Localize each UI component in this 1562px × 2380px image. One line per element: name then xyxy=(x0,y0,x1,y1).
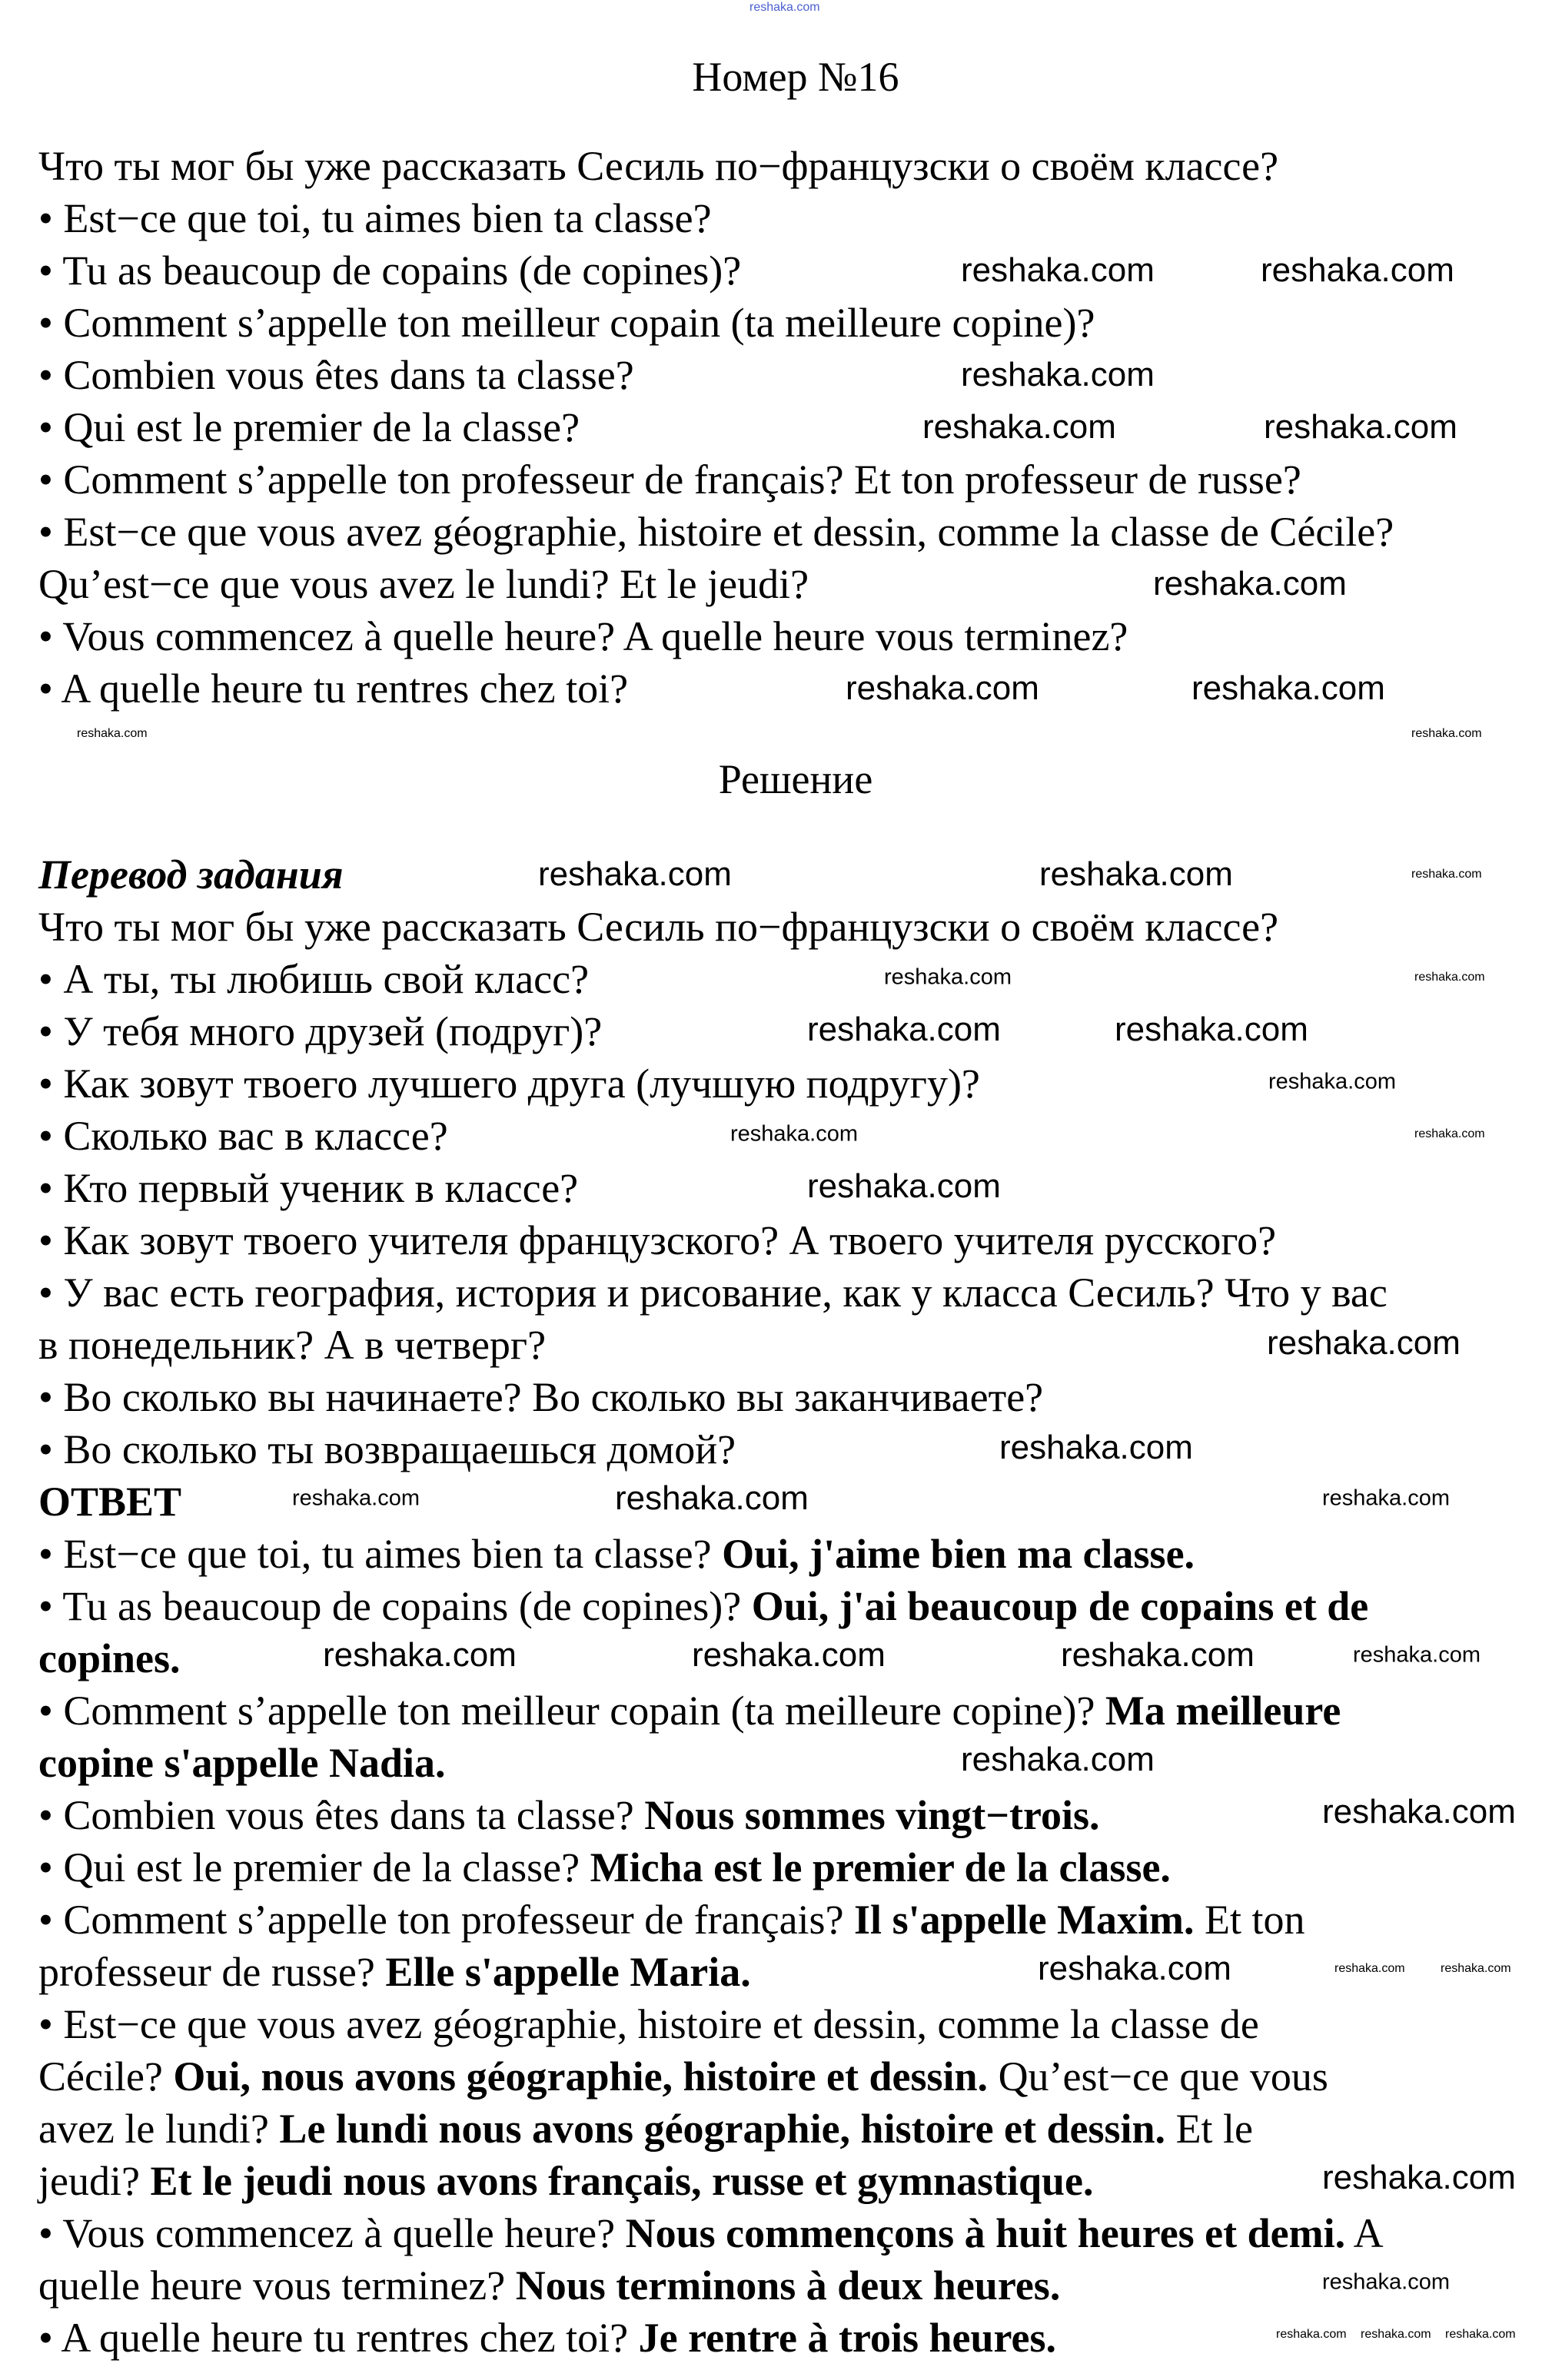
task-line xyxy=(38,297,1553,349)
watermark: reshaka.com xyxy=(1411,868,1482,881)
text-segment: Qu’est−ce que vous xyxy=(988,2053,1328,2100)
text-segment: • А ты, ты любишь свой класс? xyxy=(38,956,590,1002)
answer-text: Oui, j'ai beaucoup de copains et de xyxy=(751,1583,1369,1629)
text-segment: Et ton xyxy=(1194,1897,1305,1943)
translation-line xyxy=(38,901,1553,953)
watermark: reshaka.com xyxy=(1264,408,1457,446)
watermark: reshaka.com xyxy=(961,356,1155,393)
task-line xyxy=(38,140,1553,192)
watermark: reshaka.com xyxy=(1061,1636,1255,1674)
text-segment: • Est−ce que toi, tu aimes bien ta classe? xyxy=(38,195,712,241)
text-segment: • Tu as beaucoup de copains (de copines)? xyxy=(38,1583,752,1629)
text-segment: • A quelle heure tu rentres chez toi? xyxy=(38,2315,639,2361)
watermark: reshaka.com xyxy=(1276,2328,1347,2341)
solution-heading: Решение xyxy=(718,756,873,802)
task-line xyxy=(38,506,1553,558)
watermark: reshaka.com xyxy=(292,1485,420,1511)
text-segment: professeur de russe? xyxy=(38,1949,386,1995)
watermark: reshaka.com xyxy=(961,251,1155,289)
watermark: reshaka.com xyxy=(807,1167,1001,1205)
watermark: reshaka.com xyxy=(1261,251,1454,289)
watermark: reshaka.com xyxy=(1115,1011,1308,1048)
watermark: reshaka.com xyxy=(1322,2159,1516,2196)
watermark-header: reshaka.com xyxy=(749,1,820,14)
text-segment: • Est−ce que toi, tu aimes bien ta classe? xyxy=(38,1531,723,1577)
watermark: reshaka.com xyxy=(1411,727,1482,740)
text-segment: • Comment s’appelle ton professeur de français? Et ton professeur de russe? xyxy=(38,456,1301,503)
watermark: reshaka.com xyxy=(323,1636,517,1674)
translation-line xyxy=(38,1266,1553,1319)
translation-section xyxy=(38,901,1553,1475)
answer-text: Nous sommes vingt−trois. xyxy=(644,1792,1100,1838)
answer-text: copines. xyxy=(38,1635,181,1681)
translation-line xyxy=(38,1371,1553,1423)
text-segment: jeudi? xyxy=(38,2158,151,2204)
answer-line xyxy=(38,1737,1553,1789)
translation-line xyxy=(38,1005,1553,1057)
watermark: reshaka.com xyxy=(615,1479,809,1517)
watermark: reshaka.com xyxy=(1414,971,1485,984)
answer-text: Oui, nous avons géographie, histoire et dessin. xyxy=(173,2053,989,2100)
text-segment: • Во сколько вы начинаете? Во сколько вы заканчиваете? xyxy=(38,1374,1044,1420)
text-segment: quelle heure vous terminez? xyxy=(38,2262,516,2309)
answer-line xyxy=(38,1528,1553,1580)
text-segment: • A quelle heure tu rentres chez toi? xyxy=(38,666,629,712)
watermark: reshaka.com xyxy=(1267,1324,1461,1362)
watermark: reshaka.com xyxy=(538,855,732,893)
text-segment: Cécile? xyxy=(38,2053,174,2100)
translation-line xyxy=(38,1423,1553,1475)
text-segment: • Qui est le premier de la classe? xyxy=(38,1844,590,1890)
text-segment: • Comment s’appelle ton professeur de français? xyxy=(38,1897,855,1943)
text-segment: Qu’est−ce que vous avez le lundi? Et le jeudi? xyxy=(38,561,809,607)
answer-line xyxy=(38,1685,1553,1737)
translation-line xyxy=(38,1162,1553,1214)
text-segment: • Сколько вас в классе? xyxy=(38,1113,448,1159)
task-line xyxy=(38,453,1553,506)
text-segment: • Est−ce que vous avez géographie, histoire et dessin, comme la classe de Cécile? xyxy=(38,509,1394,555)
watermark: reshaka.com xyxy=(1322,1793,1516,1831)
watermark: reshaka.com xyxy=(730,1121,859,1147)
text-segment: Что ты мог бы уже рассказать Сесиль по−французски о своём классе? xyxy=(38,143,1279,189)
answer-text: Elle s'appelle Maria. xyxy=(385,1949,751,1995)
watermark: reshaka.com xyxy=(1322,1485,1451,1511)
text-segment: • Tu as beaucoup de copains (de copines)? xyxy=(38,247,742,294)
watermark: reshaka.com xyxy=(1445,2328,1516,2341)
text-segment: • Как зовут твоего лучшего друга (лучшую подругу)? xyxy=(38,1061,980,1107)
text-segment: • Во сколько ты возвращаешься домой? xyxy=(38,1426,736,1472)
translation-heading: Перевод задания xyxy=(38,851,344,898)
text-segment: • Vous commencez à quelle heure? A quelle heure vous terminez? xyxy=(38,613,1128,659)
watermark: reshaka.com xyxy=(846,669,1039,707)
watermark: reshaka.com xyxy=(807,1011,1001,1048)
answer-text: Nous terminons à deux heures. xyxy=(515,2262,1061,2309)
translation-line xyxy=(38,1214,1553,1266)
answer-line xyxy=(38,1580,1553,1632)
answer-text: Et le jeudi nous avons français, russe et gymnastique. xyxy=(150,2158,1094,2204)
answer-line xyxy=(38,1894,1553,1946)
text-segment: • Comment s’appelle ton meilleur copain (ta meilleure copine)? xyxy=(38,1688,1105,1734)
answer-line xyxy=(38,1841,1553,1894)
text-segment: • Кто первый ученик в классе? xyxy=(38,1165,579,1211)
watermark: reshaka.com xyxy=(1191,669,1385,707)
answer-text: Ma meilleure xyxy=(1105,1688,1341,1734)
answer-heading: ОТВЕТ xyxy=(38,1479,182,1525)
watermark: reshaka.com xyxy=(1039,855,1233,893)
watermark: reshaka.com xyxy=(884,964,1012,990)
answer-line xyxy=(38,1946,1553,1998)
text-segment: avez le lundi? xyxy=(38,2106,280,2152)
watermark: reshaka.com xyxy=(961,1741,1155,1778)
page-title: Номер №16 xyxy=(692,54,899,100)
task-line xyxy=(38,349,1553,401)
text-segment: • Как зовут твоего учителя французского? А твоего учителя русского? xyxy=(38,1217,1277,1263)
answer-text: Le lundi nous avons géographie, histoire et dessin. xyxy=(279,2106,1166,2152)
text-segment: A xyxy=(1345,2210,1384,2256)
watermark: reshaka.com xyxy=(692,1636,886,1674)
text-segment: • Comment s’appelle ton meilleur copain (ta meilleure copine)? xyxy=(38,300,1095,346)
watermark: reshaka.com xyxy=(1353,1642,1481,1668)
answer-line xyxy=(38,2050,1553,2103)
document-body xyxy=(38,140,1553,2364)
text-segment: • У тебя много друзей (подруг)? xyxy=(38,1008,603,1054)
text-segment: • Combien vous êtes dans ta classe? xyxy=(38,352,634,398)
watermark: reshaka.com xyxy=(1441,1962,1511,1975)
watermark: reshaka.com xyxy=(1153,565,1347,602)
watermark: reshaka.com xyxy=(922,408,1116,446)
text-segment: в понедельник? А в четверг? xyxy=(38,1322,547,1368)
text-segment: • Qui est le premier de la classe? xyxy=(38,404,580,450)
watermark: reshaka.com xyxy=(999,1429,1193,1466)
answer-text: Nous commençons à huit heures et demi. xyxy=(625,2210,1346,2256)
text-segment: • Vous commencez à quelle heure? xyxy=(38,2210,626,2256)
text-segment: • У вас есть география, история и рисование, как у класса Сесиль? Что у вас xyxy=(38,1270,1388,1316)
answer-text: Je rentre à trois heures. xyxy=(638,2315,1057,2361)
text-segment: Что ты мог бы уже рассказать Сесиль по−французски о своём классе? xyxy=(38,904,1279,950)
answer-text: Oui, j'aime bien ma classe. xyxy=(722,1531,1195,1577)
translation-line xyxy=(38,953,1553,1005)
watermark: reshaka.com xyxy=(1038,1950,1231,1987)
answer-line xyxy=(38,2103,1553,2155)
watermark: reshaka.com xyxy=(77,727,148,740)
answer-text: Il s'appelle Maxim. xyxy=(854,1897,1195,1943)
task-line xyxy=(38,610,1553,662)
watermark: reshaka.com xyxy=(1334,1962,1405,1975)
text-segment: • Combien vous êtes dans ta classe? xyxy=(38,1792,645,1838)
answer-text: copine s'appelle Nadia. xyxy=(38,1740,446,1786)
text-segment: • Est−ce que vous avez géographie, histoire et dessin, comme la classe de xyxy=(38,2001,1259,2047)
watermark: reshaka.com xyxy=(1361,2328,1431,2341)
answer-line xyxy=(38,1998,1553,2050)
watermark: reshaka.com xyxy=(1414,1127,1485,1140)
task-line xyxy=(38,192,1553,244)
answer-line xyxy=(38,2207,1553,2259)
answer-text: Micha est le premier de la classe. xyxy=(590,1844,1171,1890)
watermark: reshaka.com xyxy=(1268,1069,1397,1094)
text-segment: Et le xyxy=(1165,2106,1254,2152)
watermark: reshaka.com xyxy=(1322,2269,1451,2295)
